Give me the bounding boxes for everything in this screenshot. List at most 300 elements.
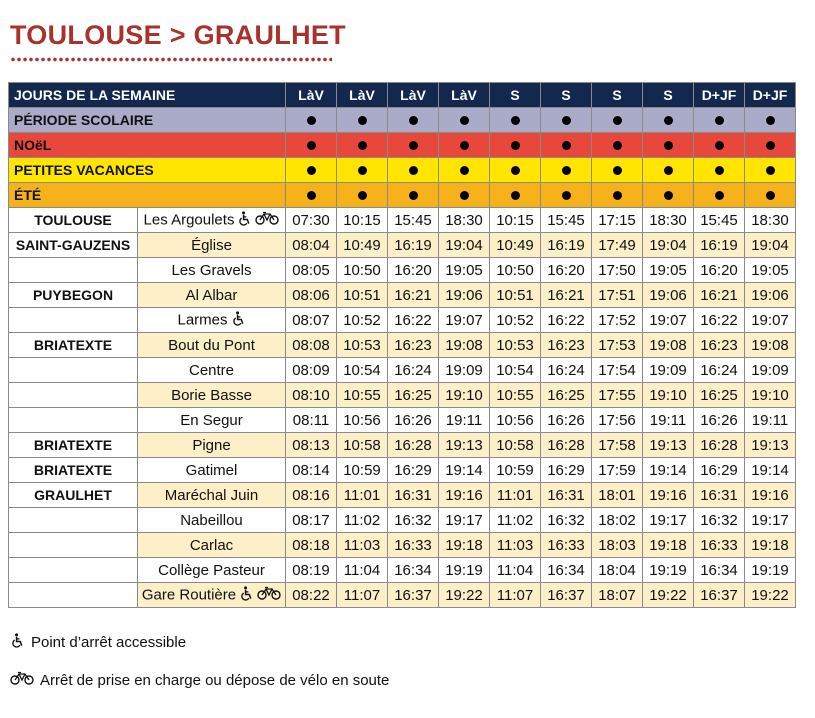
stop-name: Carlac (189, 536, 234, 554)
time-cell: 16:28 (541, 433, 592, 458)
stop-name: Nabeillou (180, 511, 243, 529)
period-cell (439, 158, 490, 183)
day-header: S (490, 83, 541, 108)
time-cell: 10:52 (490, 308, 541, 333)
stop-name-cell (138, 433, 286, 458)
stop-name: Borie Basse (171, 386, 252, 404)
period-cell (592, 133, 643, 158)
period-cell (388, 108, 439, 133)
time-cell: 16:33 (694, 533, 745, 558)
service-dot-icon (307, 141, 316, 150)
stop-name-cell (138, 383, 286, 408)
time-cell: 16:23 (541, 333, 592, 358)
time-cell: 16:31 (541, 483, 592, 508)
time-cell: 10:52 (337, 308, 388, 333)
service-dot-icon (766, 116, 775, 125)
bicycle-icon (257, 586, 281, 604)
wheelchair-icon (10, 633, 25, 652)
period-cell (286, 158, 337, 183)
stop-name-cell (138, 458, 286, 483)
day-header: S (592, 83, 643, 108)
period-cell (541, 133, 592, 158)
time-cell: 19:14 (745, 458, 796, 483)
day-header: LàV (439, 83, 490, 108)
stop-name: Les Gravels (171, 261, 252, 279)
table-row (9, 483, 796, 508)
commune-cell: BRIATEXTE (9, 333, 138, 358)
time-cell: 10:59 (490, 458, 541, 483)
commune-cell (9, 308, 138, 333)
time-cell: 16:34 (388, 558, 439, 583)
stop-name-cell (138, 358, 286, 383)
service-dot-icon (664, 141, 673, 150)
day-header: LàV (286, 83, 337, 108)
time-cell: 19:16 (745, 483, 796, 508)
day-header: LàV (337, 83, 388, 108)
day-header: S (643, 83, 694, 108)
time-cell: 08:22 (286, 583, 337, 608)
header-row (9, 83, 796, 108)
time-cell: 15:45 (694, 208, 745, 233)
period-cell (541, 183, 592, 208)
wheelchair-icon (237, 211, 252, 230)
time-cell: 17:53 (592, 333, 643, 358)
time-cell: 10:54 (490, 358, 541, 383)
time-cell: 16:34 (694, 558, 745, 583)
time-cell: 16:23 (694, 333, 745, 358)
time-cell: 08:10 (286, 383, 337, 408)
time-cell: 19:13 (439, 433, 490, 458)
service-dot-icon (766, 166, 775, 175)
legend-accessible-text: Point d’arrêt accessible (31, 634, 187, 651)
stop-name-cell (138, 558, 286, 583)
period-cell (694, 108, 745, 133)
commune-cell: GRAULHET (9, 483, 138, 508)
time-cell: 19:11 (745, 408, 796, 433)
time-cell: 16:20 (388, 258, 439, 283)
time-cell: 19:08 (745, 333, 796, 358)
service-dot-icon (409, 141, 418, 150)
time-cell: 19:04 (439, 233, 490, 258)
time-cell: 08:14 (286, 458, 337, 483)
time-cell: 08:17 (286, 508, 337, 533)
time-cell: 08:19 (286, 558, 337, 583)
stop-name: Gatimel (185, 461, 238, 479)
table-row (9, 408, 796, 433)
time-cell: 16:32 (694, 508, 745, 533)
service-dot-icon (460, 116, 469, 125)
table-row (9, 458, 796, 483)
service-dot-icon (307, 166, 316, 175)
period-label: PETITES VACANCES (9, 158, 286, 183)
period-cell (592, 108, 643, 133)
time-cell: 19:18 (439, 533, 490, 558)
service-dot-icon (562, 116, 571, 125)
period-cell (286, 133, 337, 158)
service-dot-icon (358, 191, 367, 200)
time-cell: 10:50 (337, 258, 388, 283)
service-dot-icon (613, 141, 622, 150)
period-cell (388, 158, 439, 183)
table-row (9, 383, 796, 408)
time-cell: 10:58 (490, 433, 541, 458)
time-cell: 16:29 (694, 458, 745, 483)
table-row (9, 358, 796, 383)
service-dot-icon (409, 166, 418, 175)
time-cell: 17:56 (592, 408, 643, 433)
stop-name: Larmes (177, 310, 228, 328)
time-cell: 18:03 (592, 533, 643, 558)
commune-cell: SAINT-GAUZENS (9, 233, 138, 258)
time-cell: 19:09 (439, 358, 490, 383)
time-cell: 15:45 (541, 208, 592, 233)
time-cell: 10:49 (337, 233, 388, 258)
period-cell (745, 133, 796, 158)
time-cell: 16:19 (388, 233, 439, 258)
time-cell: 19:22 (643, 583, 694, 608)
commune-cell (9, 258, 138, 283)
day-header: D+JF (694, 83, 745, 108)
period-cell (388, 183, 439, 208)
time-cell: 19:07 (643, 308, 694, 333)
stop-name: Pigne (192, 436, 231, 454)
period-cell (745, 108, 796, 133)
time-cell: 19:06 (745, 283, 796, 308)
wheelchair-icon (239, 586, 254, 605)
period-cell (337, 108, 388, 133)
period-cell (286, 108, 337, 133)
time-cell: 10:55 (337, 383, 388, 408)
service-dot-icon (511, 141, 520, 150)
period-cell (592, 158, 643, 183)
stop-name: Église (191, 236, 232, 254)
time-cell: 19:14 (439, 458, 490, 483)
time-cell: 16:22 (388, 308, 439, 333)
time-cell: 19:10 (643, 383, 694, 408)
service-dot-icon (715, 116, 724, 125)
period-cell (337, 133, 388, 158)
time-cell: 19:07 (745, 308, 796, 333)
time-cell: 19:22 (439, 583, 490, 608)
service-dot-icon (358, 166, 367, 175)
time-cell: 16:19 (694, 233, 745, 258)
service-dot-icon (409, 191, 418, 200)
timetable (8, 82, 796, 608)
time-cell: 08:07 (286, 308, 337, 333)
time-cell: 19:08 (439, 333, 490, 358)
time-cell: 19:10 (745, 383, 796, 408)
time-cell: 18:01 (592, 483, 643, 508)
time-cell: 16:21 (541, 283, 592, 308)
time-cell: 19:19 (643, 558, 694, 583)
time-cell: 19:13 (643, 433, 694, 458)
time-cell: 19:17 (643, 508, 694, 533)
table-row (9, 208, 796, 233)
day-header: D+JF (745, 83, 796, 108)
table-row (9, 333, 796, 358)
time-cell: 16:24 (541, 358, 592, 383)
time-cell: 17:55 (592, 383, 643, 408)
time-cell: 18:30 (745, 208, 796, 233)
time-cell: 19:11 (643, 408, 694, 433)
time-cell: 08:05 (286, 258, 337, 283)
period-cell (388, 133, 439, 158)
time-cell: 08:06 (286, 283, 337, 308)
time-cell: 16:31 (388, 483, 439, 508)
service-dot-icon (511, 191, 520, 200)
service-dot-icon (358, 116, 367, 125)
stop-name-cell (138, 583, 286, 608)
time-cell: 17:54 (592, 358, 643, 383)
title-dotted-underline (10, 57, 332, 62)
time-cell: 16:23 (388, 333, 439, 358)
time-cell: 11:07 (337, 583, 388, 608)
day-header: LàV (388, 83, 439, 108)
time-cell: 19:05 (439, 258, 490, 283)
time-cell: 17:51 (592, 283, 643, 308)
commune-cell (9, 508, 138, 533)
stop-name-cell (138, 533, 286, 558)
time-cell: 16:26 (694, 408, 745, 433)
stop-name: En Segur (180, 411, 243, 429)
time-cell: 16:22 (541, 308, 592, 333)
time-cell: 19:10 (439, 383, 490, 408)
time-cell: 11:01 (490, 483, 541, 508)
stop-name: Al Albar (185, 286, 238, 304)
time-cell: 16:32 (541, 508, 592, 533)
time-cell: 16:21 (694, 283, 745, 308)
time-cell: 11:04 (337, 558, 388, 583)
period-cell (745, 158, 796, 183)
stop-name-cell (138, 308, 286, 333)
time-cell: 16:24 (694, 358, 745, 383)
time-cell: 08:13 (286, 433, 337, 458)
service-dot-icon (460, 166, 469, 175)
service-dot-icon (613, 166, 622, 175)
time-cell: 19:14 (643, 458, 694, 483)
time-cell: 16:25 (694, 383, 745, 408)
period-row-ete (9, 183, 796, 208)
service-dot-icon (715, 141, 724, 150)
period-cell (643, 133, 694, 158)
period-cell (439, 133, 490, 158)
service-dot-icon (562, 166, 571, 175)
period-cell (337, 183, 388, 208)
service-dot-icon (562, 191, 571, 200)
commune-cell (9, 558, 138, 583)
time-cell: 08:11 (286, 408, 337, 433)
table-row (9, 533, 796, 558)
table-row (9, 308, 796, 333)
time-cell: 16:28 (388, 433, 439, 458)
service-dot-icon (664, 116, 673, 125)
page-title: TOULOUSE > GRAULHET (10, 20, 346, 50)
time-cell: 16:26 (388, 408, 439, 433)
time-cell: 19:09 (745, 358, 796, 383)
period-cell (286, 183, 337, 208)
table-row (9, 283, 796, 308)
time-cell: 16:22 (694, 308, 745, 333)
time-cell: 10:53 (337, 333, 388, 358)
period-cell (490, 183, 541, 208)
stop-name: Centre (188, 361, 235, 379)
commune-cell: BRIATEXTE (9, 458, 138, 483)
time-cell: 16:37 (694, 583, 745, 608)
time-cell: 18:02 (592, 508, 643, 533)
time-cell: 08:09 (286, 358, 337, 383)
commune-cell (9, 408, 138, 433)
period-cell (643, 158, 694, 183)
time-cell: 16:37 (541, 583, 592, 608)
time-cell: 19:18 (643, 533, 694, 558)
commune-cell: BRIATEXTE (9, 433, 138, 458)
time-cell: 10:51 (337, 283, 388, 308)
period-cell (490, 133, 541, 158)
commune-cell: PUYBEGON (9, 283, 138, 308)
period-cell (643, 183, 694, 208)
service-dot-icon (664, 191, 673, 200)
time-cell: 08:18 (286, 533, 337, 558)
time-cell: 19:07 (439, 308, 490, 333)
stop-name-cell (138, 283, 286, 308)
stop-name-cell (138, 258, 286, 283)
period-cell (694, 183, 745, 208)
service-dot-icon (766, 141, 775, 150)
time-cell: 10:49 (490, 233, 541, 258)
time-cell: 19:13 (745, 433, 796, 458)
period-cell (643, 108, 694, 133)
time-cell: 10:59 (337, 458, 388, 483)
period-cell (694, 133, 745, 158)
service-dot-icon (562, 141, 571, 150)
stop-name: Collège Pasteur (158, 561, 265, 579)
service-dot-icon (460, 191, 469, 200)
table-row (9, 258, 796, 283)
time-cell: 11:02 (490, 508, 541, 533)
stop-name: Maréchal Juin (164, 486, 259, 504)
time-cell: 16:29 (388, 458, 439, 483)
time-cell: 16:37 (388, 583, 439, 608)
period-cell (694, 158, 745, 183)
commune-cell (9, 383, 138, 408)
day-header: S (541, 83, 592, 108)
period-cell (745, 183, 796, 208)
time-cell: 16:26 (541, 408, 592, 433)
table-row (9, 508, 796, 533)
time-cell: 19:04 (745, 233, 796, 258)
table-row (9, 558, 796, 583)
service-dot-icon (307, 191, 316, 200)
time-cell: 17:15 (592, 208, 643, 233)
commune-cell (9, 533, 138, 558)
time-cell: 07:30 (286, 208, 337, 233)
table-row (9, 433, 796, 458)
time-cell: 10:56 (490, 408, 541, 433)
time-cell: 19:11 (439, 408, 490, 433)
time-cell: 11:04 (490, 558, 541, 583)
bicycle-icon (255, 211, 279, 229)
legend-accessible (10, 633, 186, 652)
service-dot-icon (715, 191, 724, 200)
time-cell: 08:08 (286, 333, 337, 358)
period-label: NOëL (9, 133, 286, 158)
time-cell: 10:53 (490, 333, 541, 358)
time-cell: 16:21 (388, 283, 439, 308)
time-cell: 10:55 (490, 383, 541, 408)
time-cell: 10:15 (490, 208, 541, 233)
bicycle-icon (10, 671, 34, 689)
stop-name-cell (138, 333, 286, 358)
time-cell: 17:52 (592, 308, 643, 333)
stop-name-cell (138, 483, 286, 508)
time-cell: 17:58 (592, 433, 643, 458)
time-cell: 16:20 (541, 258, 592, 283)
stop-name-cell (138, 233, 286, 258)
service-dot-icon (511, 166, 520, 175)
service-dot-icon (307, 116, 316, 125)
period-cell (541, 108, 592, 133)
time-cell: 16:28 (694, 433, 745, 458)
service-dot-icon (409, 116, 418, 125)
time-cell: 19:16 (439, 483, 490, 508)
period-cell (541, 158, 592, 183)
time-cell: 15:45 (388, 208, 439, 233)
time-cell: 19:05 (643, 258, 694, 283)
time-cell: 16:32 (388, 508, 439, 533)
time-cell: 16:20 (694, 258, 745, 283)
time-cell: 19:17 (745, 508, 796, 533)
stop-name-cell (138, 508, 286, 533)
period-row-noel (9, 133, 796, 158)
time-cell: 17:49 (592, 233, 643, 258)
stop-name: Les Argoulets (143, 210, 235, 228)
time-cell: 10:15 (337, 208, 388, 233)
period-row-petites (9, 158, 796, 183)
stop-name-cell (138, 408, 286, 433)
table-row (9, 583, 796, 608)
time-cell: 11:02 (337, 508, 388, 533)
time-cell: 17:59 (592, 458, 643, 483)
time-cell: 19:08 (643, 333, 694, 358)
time-cell: 16:24 (388, 358, 439, 383)
stop-name: Gare Routière (141, 585, 237, 603)
time-cell: 11:01 (337, 483, 388, 508)
time-cell: 19:04 (643, 233, 694, 258)
service-dot-icon (460, 141, 469, 150)
stop-name: Bout du Pont (168, 336, 255, 354)
time-cell: 16:31 (694, 483, 745, 508)
time-cell: 16:25 (541, 383, 592, 408)
service-dot-icon (511, 116, 520, 125)
time-cell: 11:03 (490, 533, 541, 558)
time-cell: 10:51 (490, 283, 541, 308)
time-cell: 16:25 (388, 383, 439, 408)
time-cell: 19:18 (745, 533, 796, 558)
time-cell: 19:09 (643, 358, 694, 383)
time-cell: 19:17 (439, 508, 490, 533)
period-cell (439, 108, 490, 133)
time-cell: 08:16 (286, 483, 337, 508)
period-cell (337, 158, 388, 183)
period-row-scol (9, 108, 796, 133)
time-cell: 08:04 (286, 233, 337, 258)
time-cell: 11:03 (337, 533, 388, 558)
time-cell: 17:50 (592, 258, 643, 283)
time-cell: 10:54 (337, 358, 388, 383)
wheelchair-icon (231, 311, 246, 330)
time-cell: 11:07 (490, 583, 541, 608)
service-dot-icon (766, 191, 775, 200)
